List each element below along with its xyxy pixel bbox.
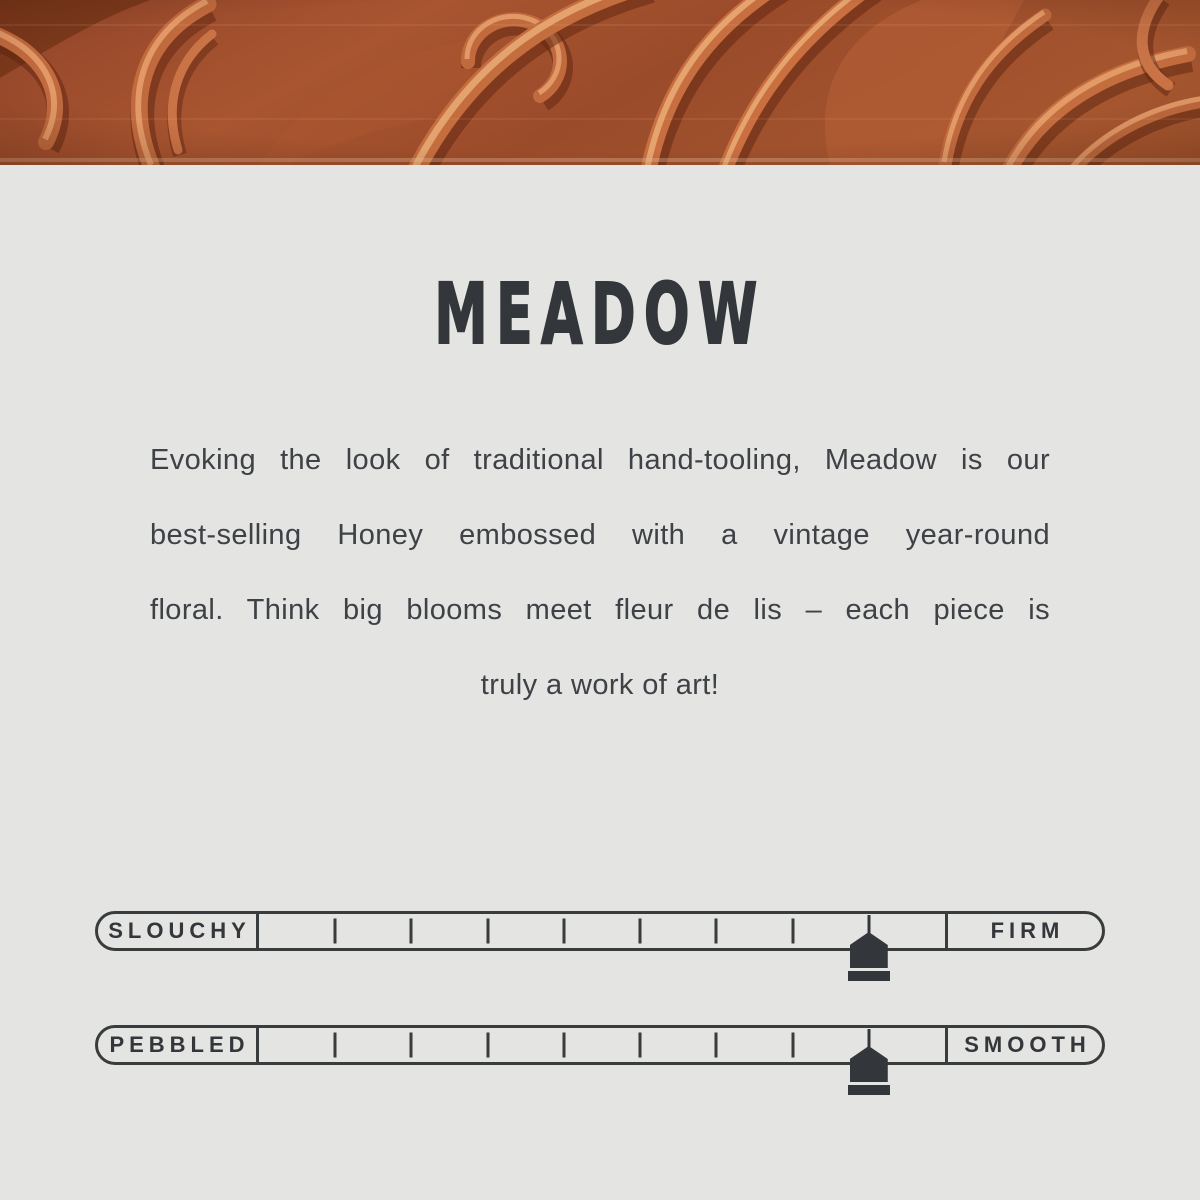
smooth-label: SMOOTH bbox=[964, 1032, 1091, 1057]
page-title bbox=[0, 265, 1200, 363]
slider-tick bbox=[715, 919, 718, 944]
leather-texture-banner-image bbox=[0, 0, 1200, 165]
embossed-floral-leather-graphic bbox=[0, 0, 1200, 165]
description-line: floral. Think big blooms meet fleur de lis – each piece is bbox=[150, 594, 1050, 626]
slider-tick bbox=[715, 1033, 718, 1058]
slider-tick bbox=[639, 1033, 642, 1058]
leather-description bbox=[150, 423, 1050, 723]
slider-right-label bbox=[945, 1028, 1102, 1062]
marker-pointer-icon bbox=[850, 1046, 888, 1082]
description-line: Evoking the look of traditional hand-tooling, Meadow is our bbox=[150, 444, 1050, 476]
pebbled-label: PEBBLED bbox=[109, 1032, 250, 1057]
marker-pointer-icon bbox=[850, 932, 888, 968]
slider-tick bbox=[410, 1033, 413, 1058]
description-line: best-selling Honey embossed with a vintage year-round bbox=[150, 519, 1050, 551]
firm-label: FIRM bbox=[990, 918, 1065, 943]
slider-tick bbox=[562, 1033, 565, 1058]
slider-tick bbox=[486, 919, 489, 944]
slider-tick bbox=[791, 919, 794, 944]
marker-tick bbox=[867, 1029, 870, 1047]
slider-tick bbox=[334, 1033, 337, 1058]
firmness-slider-marker[interactable] bbox=[848, 913, 890, 981]
description-line: truly a work of art! bbox=[480, 669, 720, 701]
texture-slider bbox=[95, 1025, 1105, 1065]
firmness-slider-pill bbox=[95, 911, 1105, 951]
slider-tick bbox=[639, 919, 642, 944]
slouchy-label: SLOUCHY bbox=[108, 918, 251, 943]
slider-tick bbox=[486, 1033, 489, 1058]
slider-tick bbox=[334, 919, 337, 944]
marker-base bbox=[848, 971, 890, 981]
slider-tick bbox=[410, 919, 413, 944]
firmness-slider bbox=[95, 911, 1105, 951]
texture-slider-pill bbox=[95, 1025, 1105, 1065]
slider-left-label bbox=[98, 1028, 259, 1062]
slider-tick bbox=[562, 919, 565, 944]
slider-tick bbox=[791, 1033, 794, 1058]
leather-name-title: MEADOW bbox=[434, 265, 766, 363]
marker-base bbox=[848, 1085, 890, 1095]
texture-slider-marker[interactable] bbox=[848, 1027, 890, 1095]
texture-slider-track[interactable] bbox=[259, 1028, 945, 1062]
firmness-slider-track[interactable] bbox=[259, 914, 945, 948]
slider-right-label bbox=[945, 914, 1102, 948]
slider-left-label bbox=[98, 914, 259, 948]
marker-tick bbox=[867, 915, 870, 933]
